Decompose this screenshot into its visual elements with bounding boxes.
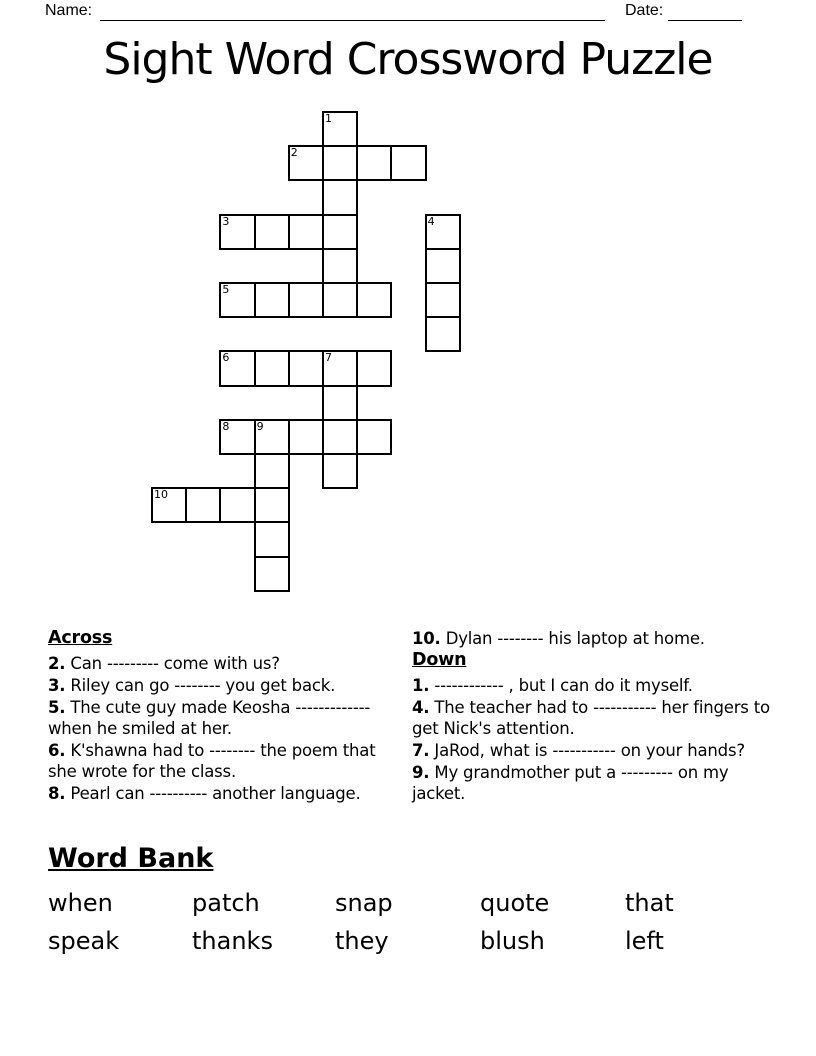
- grid-cell[interactable]: [288, 145, 324, 181]
- grid-cell[interactable]: [322, 385, 358, 421]
- grid-cell[interactable]: [322, 282, 358, 318]
- clue-number: 9.: [412, 763, 430, 782]
- grid-cell[interactable]: [219, 487, 255, 523]
- clue-number: 2.: [48, 654, 66, 673]
- grid-cell[interactable]: [322, 453, 358, 489]
- grid-cell[interactable]: [254, 487, 290, 523]
- cell-number: 7: [325, 351, 332, 365]
- grid-cell[interactable]: [219, 419, 255, 455]
- grid-cell[interactable]: [322, 111, 358, 147]
- down-clues-column: [412, 628, 770, 805]
- clue-text: Pearl can ---------- another language.: [70, 784, 361, 803]
- clue-text: The teacher had to ----------- her fingers to get Nick's attention.: [412, 698, 770, 738]
- grid-cell[interactable]: [254, 419, 290, 455]
- grid-cell[interactable]: [288, 214, 324, 250]
- clue-across-2: [48, 653, 393, 674]
- grid-cell[interactable]: [425, 214, 461, 250]
- grid-cell[interactable]: [322, 214, 358, 250]
- grid-cell[interactable]: [254, 521, 290, 557]
- word-bank-word: patch: [192, 889, 260, 917]
- cell-number: 10: [154, 488, 168, 502]
- clue-number: 1.: [412, 676, 430, 695]
- clue-text: ------------ , but I can do it myself.: [434, 676, 693, 695]
- word-bank-row-1: [48, 884, 778, 922]
- cell-number: 3: [222, 214, 230, 228]
- cell-number: 1: [325, 112, 332, 125]
- date-label: Date:: [625, 2, 664, 19]
- grid-cell[interactable]: [425, 282, 461, 318]
- word-bank-row-2: [48, 922, 778, 960]
- clue-number: 6.: [48, 741, 66, 760]
- clue-text: The cute guy made Keosha ------------- when he smiled at her.: [48, 698, 371, 738]
- word-bank: [48, 843, 778, 960]
- word-bank-word: when: [48, 889, 113, 917]
- grid-cell[interactable]: [356, 145, 392, 181]
- grid-cell[interactable]: [322, 145, 358, 181]
- clue-across-8: [48, 783, 393, 804]
- word-bank-word: left: [625, 927, 664, 955]
- page-title: Sight Word Crossword Puzzle: [103, 34, 713, 85]
- word-bank-word: blush: [480, 927, 545, 955]
- clue-across-10: [412, 628, 770, 649]
- cell-number: 6: [222, 351, 230, 365]
- grid-cell[interactable]: [254, 282, 290, 318]
- grid-cell[interactable]: [322, 179, 358, 215]
- cell-number: 5: [222, 283, 230, 296]
- name-label: Name:: [45, 2, 93, 19]
- clue-text: Can --------- come with us?: [70, 654, 280, 673]
- grid-cell[interactable]: [219, 350, 255, 386]
- grid-cell[interactable]: [425, 248, 461, 284]
- clue-text: Riley can go -------- you get back.: [70, 676, 336, 695]
- word-bank-heading: Word Bank: [48, 843, 214, 874]
- cell-number: 9: [256, 419, 264, 433]
- grid-cell[interactable]: [254, 214, 290, 250]
- grid-cell[interactable]: [219, 282, 255, 318]
- grid-cell[interactable]: [356, 350, 392, 386]
- cell-number: 8: [222, 419, 230, 433]
- grid-cell[interactable]: [219, 214, 255, 250]
- clue-number: 5.: [48, 698, 66, 717]
- grid-cell[interactable]: [151, 487, 187, 523]
- grid-cell[interactable]: [425, 316, 461, 352]
- clue-down-9: [412, 762, 770, 804]
- grid-cell[interactable]: [254, 350, 290, 386]
- clue-across-5: [48, 697, 393, 739]
- clue-text: K'shawna had to -------- the poem that she wrote for the class.: [48, 741, 376, 781]
- grid-cell[interactable]: [356, 282, 392, 318]
- grid-cell[interactable]: [288, 282, 324, 318]
- clue-text: My grandmother put a --------- on my jacket.: [412, 763, 729, 803]
- across-clues-column: [48, 628, 393, 805]
- grid-cell[interactable]: [254, 556, 290, 592]
- clue-down-4: [412, 697, 770, 739]
- clue-across-3: [48, 675, 393, 696]
- word-bank-word: that: [625, 889, 674, 917]
- grid-cell[interactable]: [288, 419, 324, 455]
- grid-cell[interactable]: [185, 487, 221, 523]
- grid-cell[interactable]: [322, 248, 358, 284]
- grid-cell[interactable]: [288, 350, 324, 386]
- clue-down-7: [412, 740, 770, 761]
- grid-cell[interactable]: [322, 350, 358, 386]
- clue-number: 3.: [48, 676, 66, 695]
- grid-cell[interactable]: [254, 453, 290, 489]
- word-bank-word: thanks: [192, 927, 273, 955]
- word-bank-word: quote: [480, 889, 550, 917]
- cell-number: 2: [290, 146, 298, 160]
- word-bank-word: snap: [335, 889, 393, 917]
- cell-number: 4: [427, 214, 435, 228]
- clue-down-1: [412, 675, 770, 696]
- across-heading: Across: [48, 628, 113, 648]
- clue-number: 4.: [412, 698, 430, 717]
- grid-cell[interactable]: [390, 145, 426, 181]
- word-bank-word: speak: [48, 927, 120, 955]
- grid-cell[interactable]: [322, 419, 358, 455]
- clue-number: 7.: [412, 741, 430, 760]
- word-bank-word: they: [335, 927, 389, 955]
- clue-text: Dylan -------- his laptop at home.: [445, 629, 705, 648]
- down-heading: Down: [412, 650, 467, 670]
- clue-across-6: [48, 740, 393, 782]
- grid-cell[interactable]: [356, 419, 392, 455]
- clue-text: JaRod, what is ----------- on your hands?: [434, 741, 745, 760]
- clue-number: 8.: [48, 784, 66, 803]
- clue-number: 10.: [412, 629, 441, 648]
